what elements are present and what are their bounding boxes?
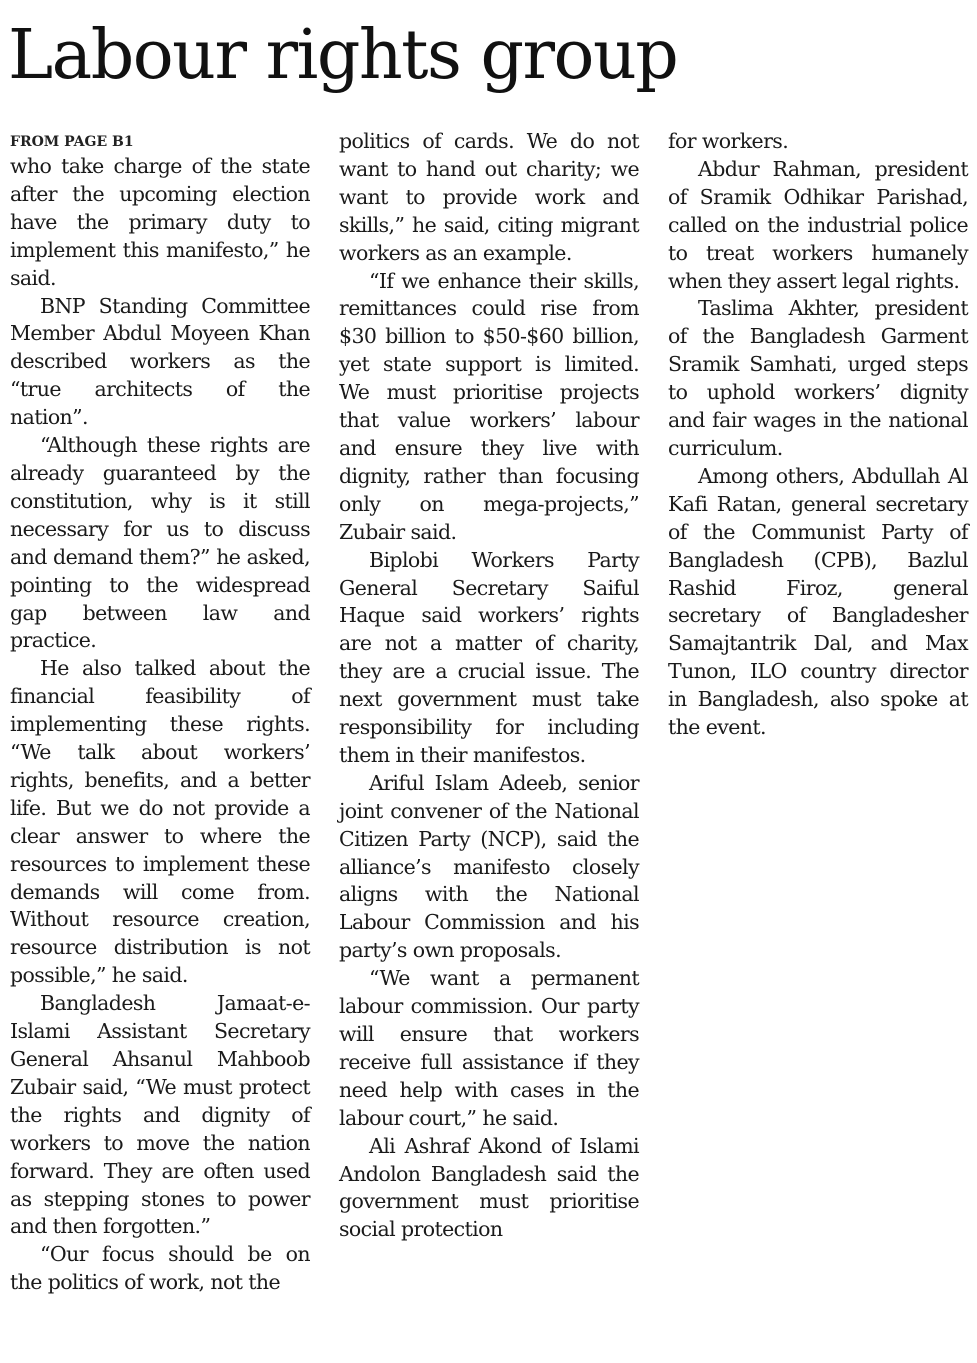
paragraph: who take charge of the state after the upcoming election have the primary duty to implement this manifesto,” he said. xyxy=(10,154,310,290)
paragraph: BNP Standing Committee Member Abdul Moyeen Khan described workers as the “true architects of the nation”. xyxy=(10,293,310,430)
paragraph: Taslima Akhter, president of the Bangladesh Garment Sramik Samhati, urged steps to uphold workers’ dignity and fair wages in the national curriculum. xyxy=(668,296,968,460)
paragraph: Among others, Abdullah Al Kafi Ratan, general secretary of the Communist Party of Bangladesh (CPB), Bazlul Rashid Firoz, general secretary of Bangladesher Samajtantrik Dal, and Max Tunon, ILO country director in Bangladesh, also spoke at the event. xyxy=(668,463,968,740)
paragraph: Abdur Rahman, president of Sramik Odhikar Parishad, called on the industrial police to treat workers humanely when they assert legal rights. xyxy=(668,156,968,293)
article-column-3 xyxy=(668,128,968,742)
paragraph: “We want a permanent labour commission. Our party will ensure that workers receive full assistance if they need help with cases in the labour court,” he said. xyxy=(339,966,639,1130)
paragraph: politics of cards. We do not want to hand out charity; we want to provide work and skills,” he said, citing migrant workers as an example. xyxy=(339,129,639,265)
paragraph: Bangladesh Jamaat-e-Islami Assistant Secretary General Ahsanul Mahboob Zubair said, “We must protect the rights and dignity of workers to move the nation forward. They are often used as stepping stones to power and then forgotten.” xyxy=(10,991,310,1239)
article-column-2 xyxy=(339,128,639,1244)
paragraph: “Although these rights are already guaranteed by the constitution, why is it still necessary for us to discuss and demand them?” he asked, pointing to the widespread gap between law and practice. xyxy=(10,433,310,653)
paragraph: “If we enhance their skills, remittances could rise from $30 billion to $50-$60 billion, yet state support is limited. We must prioritise projects that value workers’ labour and ensure they live with dignity, rather than focusing only on mega-projects,” Zubair said. xyxy=(339,268,639,544)
paragraph: Ariful Islam Adeeb, senior joint convener of the National Citizen Party (NCP), said the alliance’s manifesto closely aligns with the National Labour Commission and his party’s own proposals. xyxy=(339,770,639,963)
paragraph: for workers. xyxy=(668,129,789,153)
paragraph: He also talked about the financial feasibility of implementing these rights. “We talk about workers’ rights, benefits, and a better life. But we do not provide a clear answer to where the resources to implement these demands will come from. Without resource creation, resource distribution is not possible,” he said. xyxy=(10,656,310,988)
paragraph: Ali Ashraf Akond of Islami Andolon Bangladesh said the government must prioritise social protection xyxy=(339,1133,639,1242)
paragraph: “Our focus should be on the politics of work, not the xyxy=(10,1242,310,1295)
article-column-1 xyxy=(10,131,310,1297)
headline: Labour rights group xyxy=(8,16,678,95)
continued-from-label: FROM PAGE B1 xyxy=(10,134,134,150)
paragraph: Biplobi Workers Party General Secretary Saiful Haque said workers’ rights are not a matter of charity, they are a crucial issue. The next government must take responsibility for including them in their manifestos. xyxy=(339,547,639,767)
